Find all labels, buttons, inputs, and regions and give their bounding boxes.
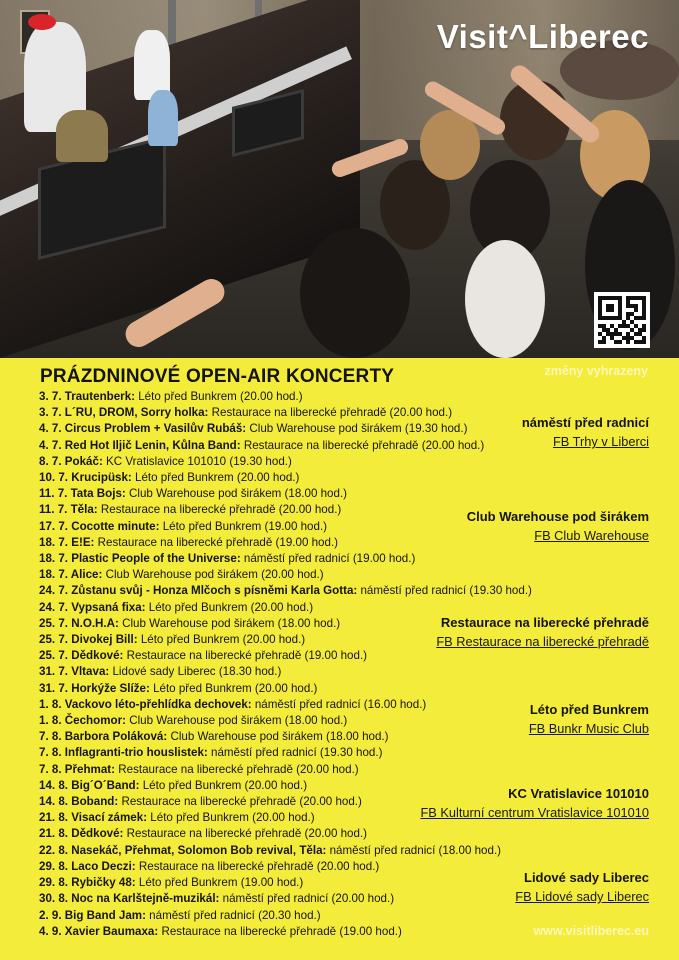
venue-block [529,701,649,738]
concert-item [39,551,532,567]
venue-name: KC Vratislavice 101010 [508,786,649,801]
concert-date-artist: 4. 9. Xavier Baumaxa: [39,924,159,938]
concert-date-artist: 18. 7. Alice: [39,568,103,582]
concert-date-artist: 31. 7. Vltava: [39,665,110,679]
venue-facebook-link[interactable]: FB Restaurace na liberecké přehradě [436,634,649,649]
concert-place-time: Léto před Bunkrem (20.00 hod.) [147,811,315,825]
concert-place-time: Restaurace na liberecké přehradě (20.00 hod.) [97,503,342,517]
concert-item [39,762,532,778]
venue-block [420,785,649,822]
venue-name: Léto před Bunkrem [529,702,649,717]
concert-date-artist: 7. 8. Barbora Poláková: [39,730,168,744]
concert-item [39,908,532,924]
concert-place-time: Léto před Bunkrem (20.00 hod.) [139,778,308,792]
concert-date-artist: 11. 7. Těla: [39,503,98,517]
concert-date-artist: 11. 7. Tata Bojs: [39,487,126,501]
concert-photo [0,0,679,358]
concert-date-artist: 24. 7. Vypsaná fixa: [39,600,146,614]
concert-date-artist: 25. 7. Divokej Bill: [39,633,138,647]
performer-rapper-pants [56,110,108,162]
concert-place-time: Restaurace na liberecké přehradě (19.00 hod.) [158,924,402,938]
concert-place-time: náměstí před radnicí (19.30 hod.) [207,746,383,760]
concert-place-time: KC Vratislavice 101010 (19.30 hod.) [102,454,292,468]
concert-place-time: náměstí před radnicí (16.00 hod.) [251,697,427,711]
concert-date-artist: 4. 7. Red Hot Iljič Lenin, Kůlna Band: [39,438,241,452]
concert-date-artist: 8. 7. Pokáč: [39,454,103,468]
concert-place-time: Club Warehouse pod širákem (18.00 hod.) [125,714,348,728]
concert-item [39,826,532,842]
concert-date-artist: 25. 7. N.O.H.A: [39,616,119,630]
concert-date-artist: 14. 8. Boband: [39,795,119,809]
visitliberec-logo: Visit^Liberec [436,18,649,55]
concert-place-time: Restaurace na liberecké přehradě (20.00 hod.) [115,762,359,776]
concert-place-time: Club Warehouse pod širákem (18.00 hod.) [125,487,348,501]
concert-date-artist: 2. 9. Big Band Jam: [39,908,146,922]
concert-date-artist: 22. 8. Nasekáč, Přehmat, Solomon Bob revival, Těla: [39,843,327,857]
concert-place-time: Léto před Bunkrem (20.00 hod.) [145,600,314,614]
concert-place-time: Restaurace na liberecké přehradě (20.00 hod.) [123,827,368,841]
concert-item [39,697,532,713]
concert-place-time: Restaurace na liberecké přehradě (20.00 hod.) [118,795,362,809]
concert-item [39,729,532,745]
concert-item [39,535,532,551]
concert-date-artist: 31. 7. Horkýže Slíže: [39,681,150,695]
concert-date-artist: 3. 7. Trautenberk: [39,390,136,403]
concert-place-time: Léto před Bunkrem (19.00 hod.) [159,519,328,533]
concert-item [39,486,532,502]
changes-reserved-note: změny vyhrazeny [544,364,648,378]
venue-facebook-link[interactable]: FB Club Warehouse [534,528,649,543]
concert-place-time: náměstí před radnicí (20.30 hod.) [145,908,321,922]
venue-block [515,869,649,906]
concert-item [39,583,532,599]
concert-place-time: Léto před Bunkrem (20.00 hod.) [131,471,300,485]
concert-date-artist: 24. 7. Zůstanu svůj - Honza Mlčoch s písněmi Karla Gotta: [39,584,358,598]
concert-place-time: Restaurace na liberecké přehradě (19.00 hod.) [123,649,368,663]
concert-date-artist: 21. 8. Visací zámek: [39,811,148,825]
concert-place-time: Club Warehouse pod širákem (20.00 hod.) [102,568,324,582]
concert-date-artist: 29. 8. Laco Deczi: [39,859,136,873]
concert-item [39,664,532,680]
venue-block [467,508,649,545]
website-url[interactable]: www.visitliberec.eu [533,924,649,938]
concert-item [39,470,532,486]
venue-block [436,614,649,651]
red-cap [28,14,56,30]
concert-date-artist: 25. 7. Dědkové: [39,649,124,663]
concert-item [39,745,532,761]
concert-date-artist: 14. 8. Big´O´Band: [39,778,140,792]
concert-item [39,421,532,437]
venue-facebook-link[interactable]: FB Kulturní centrum Vratislavice 101010 [420,805,649,820]
concert-item [39,502,532,518]
concert-place-time: Léto před Bunkrem (20.00 hod.) [137,633,306,647]
concert-date-artist: 10. 7. Krucipüsk: [39,471,132,485]
concert-item [39,924,532,940]
concert-place-time: Léto před Bunkrem (20.00 hod.) [135,390,303,403]
concert-date-artist: 1. 8. Čechomor: [39,714,126,728]
concert-place-time: náměstí před radnicí (19.30 hod.) [357,584,532,598]
concert-date-artist: 18. 7. E!E: [39,535,95,549]
concert-date-artist: 21. 8. Dědkové: [39,827,124,841]
venue-name: Restaurace na liberecké přehradě [440,615,649,630]
qr-code-pattern [598,296,646,344]
venue-name: Lidové sady Liberec [524,870,649,885]
concert-place-time: Léto před Bunkrem (20.00 hod.) [149,681,318,695]
concert-place-time: Club Warehouse pod širákem (18.00 hod.) [118,616,341,630]
concert-date-artist: 29. 8. Rybičky 48: [39,876,136,890]
concert-item [39,454,532,470]
venue-facebook-link[interactable]: FB Bunkr Music Club [528,721,649,736]
venue-name: Club Warehouse pod širákem [466,509,649,524]
venue-facebook-link[interactable]: FB Trhy v Liberci [552,434,649,449]
concert-place-time: Lidové sady Liberec (18.30 hod.) [109,665,282,679]
concert-date-artist: 7. 8. Přehmat: [39,762,116,776]
concert-item [39,891,532,907]
concert-item [39,519,532,535]
venue-facebook-link[interactable]: FB Lidové sady Liberec [515,889,649,904]
qr-code-icon[interactable] [594,292,650,348]
concert-place-time: náměstí před radnicí (19.00 hod.) [240,552,416,566]
concert-item [39,713,532,729]
concert-date-artist: 3. 7. L´RU, DROM, Sorry holka: [39,406,209,420]
concert-item [39,681,532,697]
concert-place-time: náměstí před radnicí (18.00 hod.) [326,843,502,857]
concert-place-time: náměstí před radnicí (20.00 hod.) [219,892,395,906]
crowd-person [300,228,410,358]
concert-date-artist: 18. 7. Plastic People of the Universe: [39,552,241,566]
concert-place-time: Restaurace na liberecké přehradě (20.00 hod.) [135,859,380,873]
concert-item [39,843,532,859]
concert-place-time: Léto před Bunkrem (19.00 hod.) [135,876,304,890]
concert-item [39,405,532,421]
concert-item [39,438,532,454]
concert-item [39,389,532,405]
concert-date-artist: 17. 7. Cocotte minute: [39,519,160,533]
performer-singer-jeans [148,90,178,146]
concert-date-artist: 4. 7. Circus Problem + Vasilův Rubáš: [39,422,247,436]
concert-item [39,875,532,891]
concert-item [39,859,532,875]
concert-date-artist: 1. 8. Vackovo léto-přehlídka dechovek: [39,697,252,711]
concert-place-time: Club Warehouse pod širákem (18.00 hod.) [167,730,389,744]
concert-place-time: Restaurace na liberecké přehradě (20.00 hod.) [240,438,485,452]
concert-date-artist: 7. 8. Inflagranti-trio houslistek: [39,746,208,760]
concert-item [39,567,532,583]
venue-name: náměstí před radnicí [521,415,649,430]
poster-title: PRÁZDNINOVÉ OPEN-AIR KONCERTY [40,366,395,387]
concert-place-time: Club Warehouse pod širákem (19.30 hod.) [246,422,468,436]
venue-block [522,414,649,451]
concert-date-artist: 30. 8. Noc na Karlštejně-muzikál: [39,892,220,906]
concert-place-time: Restaurace na liberecké přehradě (19.00 hod.) [94,535,339,549]
concert-place-time: Restaurace na liberecké přehradě (20.00 hod.) [208,406,453,420]
crowd-person [465,240,545,358]
concert-list [39,389,532,940]
